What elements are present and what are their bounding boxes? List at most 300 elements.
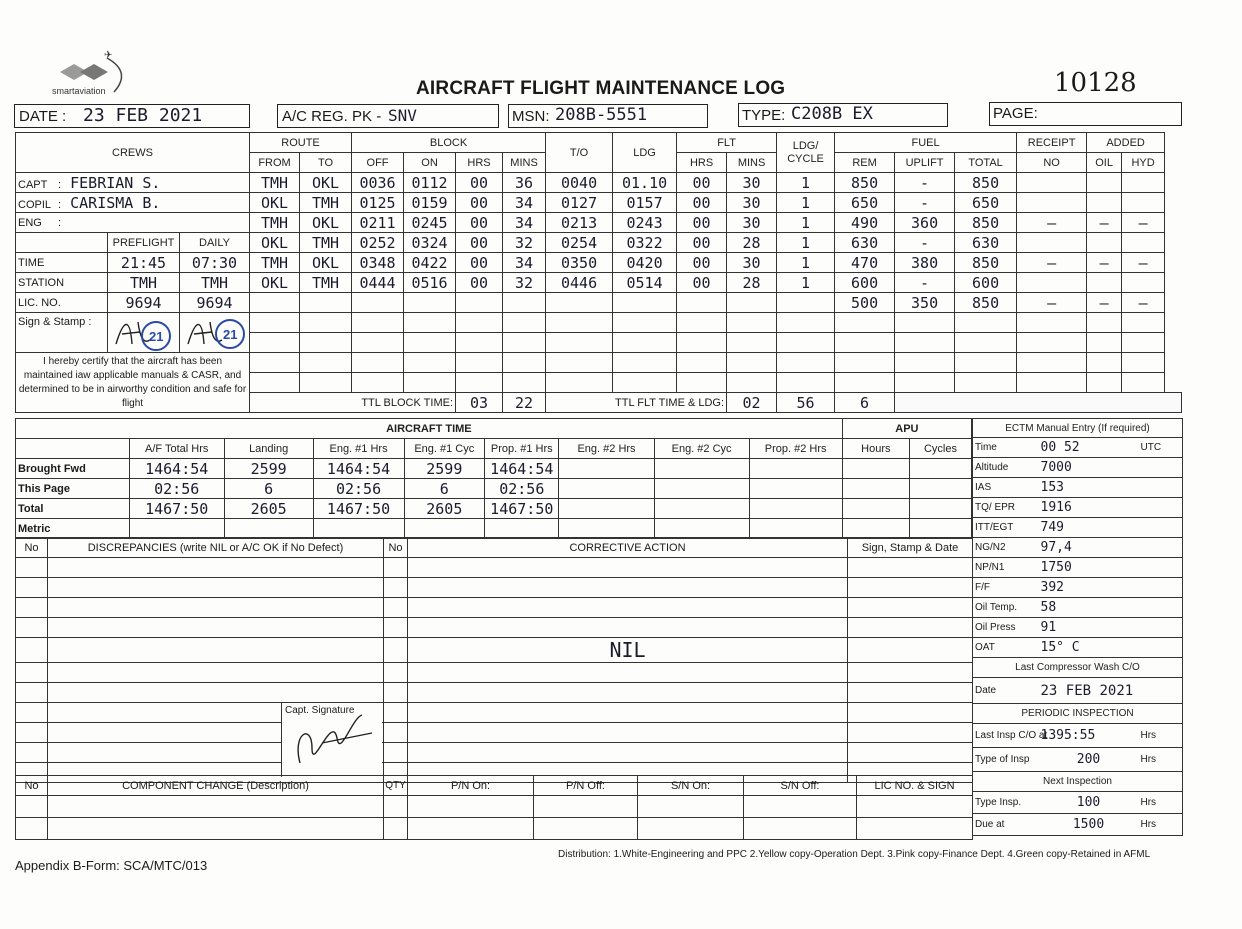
reg-box bbox=[277, 104, 499, 128]
tp-eng1-cyc: 6 bbox=[404, 479, 485, 499]
tp-apu-hours bbox=[842, 479, 909, 499]
logo-text: smartaviation bbox=[52, 86, 106, 96]
row3-mins: 32 bbox=[503, 233, 546, 253]
row2-ldg: 0243 bbox=[613, 213, 677, 233]
row4-rem: 470 bbox=[835, 253, 895, 273]
svg-text:✈: ✈ bbox=[104, 50, 113, 61]
block-hrs-header: HRS bbox=[456, 153, 503, 173]
on-header: ON bbox=[404, 153, 456, 173]
row4-oil: — bbox=[1087, 253, 1122, 273]
row5-total: 600 bbox=[955, 273, 1017, 293]
oil-header: OIL bbox=[1087, 153, 1122, 173]
ttl-block-mins: 22 bbox=[503, 393, 546, 413]
row0-oil bbox=[1087, 173, 1122, 193]
corrective-action-header: CORRECTIVE ACTION bbox=[408, 538, 848, 558]
flight-table bbox=[15, 132, 1182, 413]
block-mins-header: MINS bbox=[503, 153, 546, 173]
row1-flt-hrs: 00 bbox=[677, 193, 727, 213]
ectm-ng-label: NG/N2 bbox=[973, 538, 1039, 558]
tot-prop2-hrs bbox=[749, 499, 842, 519]
row1-receipt bbox=[1017, 193, 1087, 213]
row6-hyd: — bbox=[1122, 293, 1165, 313]
component-table bbox=[15, 775, 973, 840]
crew-capt bbox=[16, 173, 250, 193]
row2-to: OKL bbox=[300, 213, 352, 233]
svg-text:21: 21 bbox=[149, 329, 164, 344]
row3-oil bbox=[1087, 233, 1122, 253]
row3-off: 0252 bbox=[352, 233, 404, 253]
type-insp-value: 200 bbox=[1039, 748, 1139, 772]
row5-oil bbox=[1087, 273, 1122, 293]
bf-apu-cycles bbox=[909, 459, 971, 479]
row3-to: TMH bbox=[300, 233, 352, 253]
ectm-itt-value: 749 bbox=[1039, 518, 1139, 538]
row5-mins: 32 bbox=[503, 273, 546, 293]
row4-hyd: — bbox=[1122, 253, 1165, 273]
compressor-wash-title: Last Compressor Wash C/O bbox=[973, 658, 1183, 678]
row6-mins bbox=[503, 293, 546, 313]
tot-eng1-cyc: 2605 bbox=[404, 499, 485, 519]
row2-on: 0245 bbox=[404, 213, 456, 233]
aircraft-time-title: AIRCRAFT TIME bbox=[16, 419, 843, 439]
row0-total: 850 bbox=[955, 173, 1017, 193]
row5-on: 0516 bbox=[404, 273, 456, 293]
tp-eng2-cyc bbox=[654, 479, 749, 499]
row2-cycle: 1 bbox=[777, 213, 835, 233]
ectm-time-value: 00 52 bbox=[1039, 438, 1139, 458]
bf-af-total: 1464:54 bbox=[129, 459, 224, 479]
ttl-block-hrs: 03 bbox=[456, 393, 503, 413]
ectm-oil-temp-value: 58 bbox=[1039, 598, 1139, 618]
signature-icon bbox=[282, 703, 382, 777]
reg-label: A/C REG. PK - bbox=[282, 108, 382, 125]
row0-mins: 36 bbox=[503, 173, 546, 193]
table-row: TMH bbox=[250, 253, 300, 273]
row0-receipt bbox=[1017, 173, 1087, 193]
row0-flt-mins: 30 bbox=[727, 173, 777, 193]
row5-flt-mins: 28 bbox=[727, 273, 777, 293]
row3-flt-mins: 28 bbox=[727, 233, 777, 253]
row6-to-time bbox=[546, 293, 613, 313]
action-no-header: No bbox=[384, 538, 408, 558]
crew-eng-sep: : bbox=[58, 217, 62, 229]
preflight-header: PREFLIGHT bbox=[108, 233, 180, 253]
type-label: TYPE: bbox=[742, 107, 786, 124]
row6-flt-hrs bbox=[677, 293, 727, 313]
bf-eng2-hrs bbox=[559, 459, 654, 479]
row6-on bbox=[404, 293, 456, 313]
ttl-block-label: TTL BLOCK TIME: bbox=[250, 393, 456, 413]
station-preflight: TMH bbox=[108, 273, 180, 293]
page-title: AIRCRAFT FLIGHT MAINTENANCE LOG bbox=[416, 78, 786, 99]
date-value: 23 FEB 2021 bbox=[83, 105, 203, 126]
next-type-unit: Hrs bbox=[1139, 792, 1183, 814]
flt-mins-header: MINS bbox=[727, 153, 777, 173]
tot-apu-cycles bbox=[909, 499, 971, 519]
rem-header: REM bbox=[835, 153, 895, 173]
time-preflight: 21:45 bbox=[108, 253, 180, 273]
uplift-header: UPLIFT bbox=[895, 153, 955, 173]
row5-uplift: - bbox=[895, 273, 955, 293]
ectm-oil-temp-label: Oil Temp. bbox=[973, 598, 1039, 618]
row6-off bbox=[352, 293, 404, 313]
row4-flt-hrs: 00 bbox=[677, 253, 727, 273]
row6-rem: 500 bbox=[835, 293, 895, 313]
disc-desc-header: DISCREPANCIES (write NIL or A/C OK if No Defect) bbox=[48, 538, 384, 558]
receipt-no-header: NO bbox=[1017, 153, 1087, 173]
page-label: PAGE: bbox=[993, 105, 1038, 122]
appendix-label: Appendix B-Form: SCA/MTC/013 bbox=[15, 858, 208, 873]
lic-label: LIC. NO. bbox=[16, 293, 108, 313]
sn-off-header: S/N Off: bbox=[744, 776, 857, 796]
bf-eng2-cyc bbox=[654, 459, 749, 479]
crew-copil bbox=[16, 193, 250, 213]
bf-eng1-hrs: 1464:54 bbox=[313, 459, 404, 479]
row1-hrs: 00 bbox=[456, 193, 503, 213]
crew-copil-sep: : bbox=[58, 198, 62, 211]
table-row: OKL bbox=[250, 193, 300, 213]
svg-text:21: 21 bbox=[223, 327, 238, 342]
row0-rem: 850 bbox=[835, 173, 895, 193]
tp-eng1-hrs: 02:56 bbox=[313, 479, 404, 499]
row5-to-time: 0446 bbox=[546, 273, 613, 293]
msn-label: MSN: bbox=[512, 108, 550, 125]
row0-off: 0036 bbox=[352, 173, 404, 193]
row3-hrs: 00 bbox=[456, 233, 503, 253]
row2-flt-mins: 30 bbox=[727, 213, 777, 233]
row2-hrs: 00 bbox=[456, 213, 503, 233]
due-label: Due at bbox=[973, 814, 1039, 836]
table-row bbox=[250, 293, 300, 313]
row6-receipt: — bbox=[1017, 293, 1087, 313]
row5-rem: 600 bbox=[835, 273, 895, 293]
bf-landing: 2599 bbox=[224, 459, 313, 479]
sign-daily bbox=[180, 313, 250, 353]
station-label: STATION bbox=[16, 273, 108, 293]
row6-uplift: 350 bbox=[895, 293, 955, 313]
pn-off-header: P/N Off: bbox=[534, 776, 638, 796]
ectm-ff-value: 392 bbox=[1039, 578, 1139, 598]
prop2-hrs-header: Prop. #2 Hrs bbox=[749, 439, 842, 459]
page-box bbox=[989, 102, 1182, 126]
ectm-oat-label: OAT bbox=[973, 638, 1039, 658]
crew-copil-label: COPIL bbox=[18, 198, 52, 211]
crew-eng-label: ENG bbox=[18, 217, 42, 229]
prop1-hrs-header: Prop. #1 Hrs bbox=[485, 439, 559, 459]
bf-eng1-cyc: 2599 bbox=[404, 459, 485, 479]
last-insp-value: 1395:55 bbox=[1039, 724, 1139, 748]
bf-apu-hours bbox=[842, 459, 909, 479]
sign-stamp-label: Sign & Stamp : bbox=[16, 313, 108, 353]
lic-sign-header: LIC NO. & SIGN bbox=[857, 776, 973, 796]
row5-hyd bbox=[1122, 273, 1165, 293]
sign-preflight bbox=[108, 313, 180, 353]
ectm-ff-label: F/F bbox=[973, 578, 1039, 598]
row2-receipt: — bbox=[1017, 213, 1087, 233]
bf-prop2-hrs bbox=[749, 459, 842, 479]
time-label: TIME bbox=[16, 253, 108, 273]
crew-eng bbox=[16, 213, 250, 233]
tp-landing: 6 bbox=[224, 479, 313, 499]
row3-cycle: 1 bbox=[777, 233, 835, 253]
ectm-title: ECTM Manual Entry (If required) bbox=[973, 419, 1183, 438]
row4-cycle: 1 bbox=[777, 253, 835, 273]
ttl-ldg: 6 bbox=[835, 393, 895, 413]
receipt-header: RECEIPT bbox=[1017, 133, 1087, 153]
row4-uplift: 380 bbox=[895, 253, 955, 273]
lic-daily: 9694 bbox=[180, 293, 250, 313]
block-header: BLOCK bbox=[352, 133, 546, 153]
discrepancy-table bbox=[15, 537, 973, 783]
last-insp-label: Last Insp C/O at bbox=[973, 724, 1039, 748]
ectm-oil-press-label: Oil Press bbox=[973, 618, 1039, 638]
crew-copil-name: CARISMA B. bbox=[70, 193, 161, 212]
row0-ldg: 01.10 bbox=[613, 173, 677, 193]
signature-stamp-icon bbox=[182, 314, 248, 352]
row4-off: 0348 bbox=[352, 253, 404, 273]
this-page-label: This Page bbox=[16, 479, 130, 499]
row3-flt-hrs: 00 bbox=[677, 233, 727, 253]
row0-flt-hrs: 00 bbox=[677, 173, 727, 193]
row2-oil: — bbox=[1087, 213, 1122, 233]
eng2-hrs-header: Eng. #2 Hrs bbox=[559, 439, 654, 459]
tot-af-total: 1467:50 bbox=[129, 499, 224, 519]
crew-capt-sep: : bbox=[58, 178, 62, 191]
apu-hours-header: Hours bbox=[842, 439, 909, 459]
hyd-header: HYD bbox=[1122, 153, 1165, 173]
ttl-flt-label: TTL FLT TIME & LDG: bbox=[546, 393, 727, 413]
ectm-altitude-label: Altitude bbox=[973, 458, 1039, 478]
ectm-oat-value: 15° C bbox=[1039, 638, 1139, 658]
row3-ldg: 0322 bbox=[613, 233, 677, 253]
row1-mins: 34 bbox=[503, 193, 546, 213]
flt-header: FLT bbox=[677, 133, 777, 153]
row5-to: TMH bbox=[300, 273, 352, 293]
fuel-total-header: TOTAL bbox=[955, 153, 1017, 173]
compressor-date-label: Date bbox=[973, 678, 1039, 704]
row4-hrs: 00 bbox=[456, 253, 503, 273]
daily-header: DAILY bbox=[180, 233, 250, 253]
msn-value: 208B-5551 bbox=[555, 105, 648, 125]
row1-cycle: 1 bbox=[777, 193, 835, 213]
ectm-ng-value: 97,4 bbox=[1039, 538, 1139, 558]
crew-capt-name: FEBRIAN S. bbox=[70, 173, 161, 192]
eng2-cyc-header: Eng. #2 Cyc bbox=[654, 439, 749, 459]
row5-ldg: 0514 bbox=[613, 273, 677, 293]
due-unit: Hrs bbox=[1139, 814, 1183, 836]
tot-apu-hours bbox=[842, 499, 909, 519]
row1-hyd bbox=[1122, 193, 1165, 213]
brought-fwd-label: Brought Fwd bbox=[16, 459, 130, 479]
row1-uplift: - bbox=[895, 193, 955, 213]
eng1-hrs-header: Eng. #1 Hrs bbox=[313, 439, 404, 459]
station-daily: TMH bbox=[180, 273, 250, 293]
bf-prop1-hrs: 1464:54 bbox=[485, 459, 559, 479]
added-header: ADDED bbox=[1087, 133, 1165, 153]
type-insp-unit: Hrs bbox=[1139, 748, 1183, 772]
row0-on: 0112 bbox=[404, 173, 456, 193]
row5-hrs: 00 bbox=[456, 273, 503, 293]
row3-to-time: 0254 bbox=[546, 233, 613, 253]
comp-no-header: No bbox=[16, 776, 48, 796]
row1-flt-mins: 30 bbox=[727, 193, 777, 213]
row6-oil: — bbox=[1087, 293, 1122, 313]
table-row: TMH bbox=[250, 213, 300, 233]
row0-uplift: - bbox=[895, 173, 955, 193]
flt-hrs-header: HRS bbox=[677, 153, 727, 173]
compressor-date-value: 23 FEB 2021 bbox=[1039, 678, 1183, 704]
row5-cycle: 1 bbox=[777, 273, 835, 293]
tp-apu-cycles bbox=[909, 479, 971, 499]
reg-value: SNV bbox=[388, 106, 417, 125]
eng1-cyc-header: Eng. #1 Cyc bbox=[404, 439, 485, 459]
row2-hyd: — bbox=[1122, 213, 1165, 233]
crews-header: CREWS bbox=[16, 133, 250, 173]
row0-hrs: 00 bbox=[456, 173, 503, 193]
row2-total: 850 bbox=[955, 213, 1017, 233]
comp-desc-header: COMPONENT CHANGE (Description) bbox=[48, 776, 384, 796]
row5-flt-hrs: 00 bbox=[677, 273, 727, 293]
row1-oil bbox=[1087, 193, 1122, 213]
to-header: TO bbox=[300, 153, 352, 173]
tot-eng1-hrs: 1467:50 bbox=[313, 499, 404, 519]
row3-rem: 630 bbox=[835, 233, 895, 253]
row0-cycle: 1 bbox=[777, 173, 835, 193]
af-total-header: A/F Total Hrs bbox=[129, 439, 224, 459]
tp-af-total: 02:56 bbox=[129, 479, 224, 499]
last-insp-unit: Hrs bbox=[1139, 724, 1183, 748]
fuel-header: FUEL bbox=[835, 133, 1017, 153]
row2-uplift: 360 bbox=[895, 213, 955, 233]
tot-eng2-hrs bbox=[559, 499, 654, 519]
row1-to-time: 0127 bbox=[546, 193, 613, 213]
serial-number: 10128 bbox=[1054, 68, 1137, 98]
type-value: C208B EX bbox=[791, 104, 873, 124]
row4-ldg: 0420 bbox=[613, 253, 677, 273]
next-inspection-title: Next Inspection bbox=[973, 772, 1183, 792]
row6-ldg bbox=[613, 293, 677, 313]
row1-to: TMH bbox=[300, 193, 352, 213]
time-daily: 07:30 bbox=[180, 253, 250, 273]
ectm-tq-value: 1916 bbox=[1039, 498, 1139, 518]
row3-total: 630 bbox=[955, 233, 1017, 253]
ectm-time-label: Time bbox=[973, 438, 1039, 458]
ectm-np-label: NP/N1 bbox=[973, 558, 1039, 578]
company-logo bbox=[52, 50, 142, 100]
row1-rem: 650 bbox=[835, 193, 895, 213]
row5-receipt bbox=[1017, 273, 1087, 293]
periodic-inspection-title: PERIODIC INSPECTION bbox=[973, 704, 1183, 724]
ectm-altitude-value: 7000 bbox=[1039, 458, 1139, 478]
next-type-value: 100 bbox=[1039, 792, 1139, 814]
ectm-panel bbox=[972, 418, 1183, 836]
row4-to-time: 0350 bbox=[546, 253, 613, 273]
tot-prop1-hrs: 1467:50 bbox=[485, 499, 559, 519]
tp-eng2-hrs bbox=[559, 479, 654, 499]
landing-header: LDG bbox=[613, 133, 677, 173]
row1-ldg: 0157 bbox=[613, 193, 677, 213]
row4-on: 0422 bbox=[404, 253, 456, 273]
ectm-ias-value: 153 bbox=[1039, 478, 1139, 498]
ectm-time-unit: UTC bbox=[1139, 438, 1183, 458]
row2-to-time: 0213 bbox=[546, 213, 613, 233]
ectm-ias-label: IAS bbox=[973, 478, 1039, 498]
ttl-flt-hrs: 02 bbox=[727, 393, 777, 413]
tp-prop2-hrs bbox=[749, 479, 842, 499]
type-box bbox=[738, 103, 948, 127]
row0-to: OKL bbox=[300, 173, 352, 193]
table-row: TMH bbox=[250, 173, 300, 193]
route-header: ROUTE bbox=[250, 133, 352, 153]
qty-header: QTY bbox=[384, 776, 408, 796]
ldg-cycle-header: LDG/ CYCLE bbox=[777, 133, 835, 173]
row3-on: 0324 bbox=[404, 233, 456, 253]
table-row: OKL bbox=[250, 233, 300, 253]
sn-on-header: S/N On: bbox=[638, 776, 744, 796]
row3-receipt bbox=[1017, 233, 1087, 253]
table-row: OKL bbox=[250, 273, 300, 293]
row2-flt-hrs: 00 bbox=[677, 213, 727, 233]
certify-text: I hereby certify that the aircraft has been maintained iaw applicable manuals & CASR, and determined to be in airworthy condition and safe for flight bbox=[16, 353, 250, 413]
row1-off: 0125 bbox=[352, 193, 404, 213]
capt-signature bbox=[281, 702, 382, 777]
row5-off: 0444 bbox=[352, 273, 404, 293]
row6-flt-mins bbox=[727, 293, 777, 313]
row4-mins: 34 bbox=[503, 253, 546, 273]
from-header: FROM bbox=[250, 153, 300, 173]
crew-blank bbox=[16, 233, 108, 253]
row6-total: 850 bbox=[955, 293, 1017, 313]
row2-mins: 34 bbox=[503, 213, 546, 233]
distribution-note: Distribution: 1.White-Engineering and PPC 2.Yellow copy-Operation Dept. 3.Pink copy-Finance Dept. 4.Green copy-Retained in AFML bbox=[558, 849, 1151, 860]
row0-hyd bbox=[1122, 173, 1165, 193]
signature-stamp-icon bbox=[110, 314, 174, 352]
row1-total: 650 bbox=[955, 193, 1017, 213]
row4-receipt: — bbox=[1017, 253, 1087, 273]
next-type-label: Type Insp. bbox=[973, 792, 1039, 814]
sign-stamp-date-header: Sign, Stamp & Date bbox=[848, 538, 973, 558]
row2-off: 0211 bbox=[352, 213, 404, 233]
ectm-np-value: 1750 bbox=[1039, 558, 1139, 578]
row6-cycle bbox=[777, 293, 835, 313]
ectm-tq-label: TQ/ EPR bbox=[973, 498, 1039, 518]
row3-uplift: - bbox=[895, 233, 955, 253]
row6-hrs bbox=[456, 293, 503, 313]
corrective-action-value: NIL bbox=[408, 638, 848, 663]
total-label: Total bbox=[16, 499, 130, 519]
pn-on-header: P/N On: bbox=[408, 776, 534, 796]
apu-title: APU bbox=[842, 419, 971, 439]
type-insp-label: Type of Insp bbox=[973, 748, 1039, 772]
tot-eng2-cyc bbox=[654, 499, 749, 519]
row2-rem: 490 bbox=[835, 213, 895, 233]
landing-count-header: Landing bbox=[224, 439, 313, 459]
ttl-flt-mins: 56 bbox=[777, 393, 835, 413]
tp-prop1-hrs: 02:56 bbox=[485, 479, 559, 499]
date-label: DATE : bbox=[19, 108, 67, 125]
takeoff-header: T/O bbox=[546, 133, 613, 173]
disc-no-header: No bbox=[16, 538, 48, 558]
aircraft-time-table bbox=[15, 418, 972, 539]
date-box bbox=[14, 104, 250, 128]
metric-label: Metric bbox=[16, 519, 130, 539]
row3-hyd bbox=[1122, 233, 1165, 253]
off-header: OFF bbox=[352, 153, 404, 173]
ectm-oil-press-value: 91 bbox=[1039, 618, 1139, 638]
lic-preflight: 9694 bbox=[108, 293, 180, 313]
apu-cycles-header: Cycles bbox=[909, 439, 971, 459]
due-value: 1500 bbox=[1039, 814, 1139, 836]
